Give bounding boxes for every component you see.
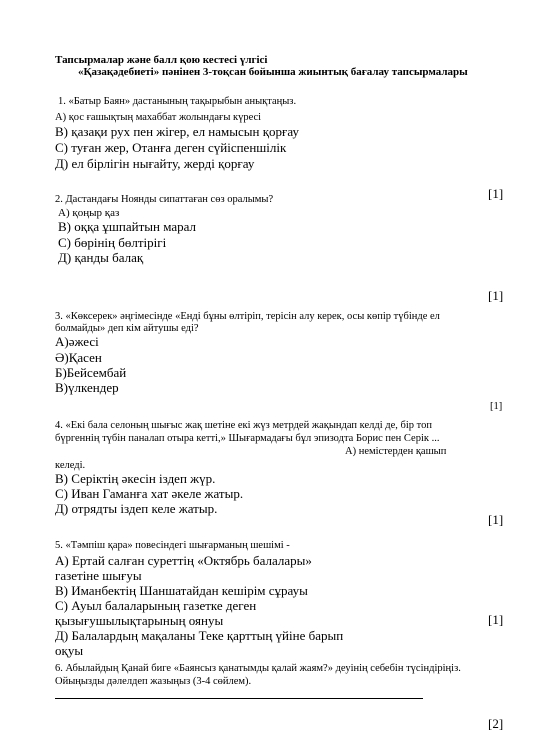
q4-option-a: А) немістерден қашып	[345, 446, 447, 457]
q2-option-a: А) қоңыр қаз	[58, 207, 120, 219]
question-4-line-2: бүргеннің түбін паналап отыра кетті,» Шығармадағы бұл эпизодта Борис пен Серік ...	[55, 433, 440, 444]
q2-score: [1]	[488, 186, 504, 201]
answer-line[interactable]	[55, 698, 423, 699]
question-4-line-1: 4. «Екі бала селоның шығыс жақ шетіне екі жүз метрдей жақындап келді де, бір топ	[55, 420, 432, 431]
q5-option-c-1: С) Ауыл балаларының газетке деген	[55, 598, 257, 613]
q1-option-c: С) туған жер, Отанға деген сүйіспеншілік	[55, 140, 287, 155]
q5-option-a-2: газетіне шығуы	[55, 568, 142, 583]
q1-option-a: А) қос ғашықтың махаббат жолындағы күресі	[55, 112, 262, 123]
q2-option-b: В) оққа ұшпайтын марал	[58, 219, 196, 234]
q1-option-d: Д) ел бірлігін нығайту, жерді қорғау	[55, 156, 255, 171]
q5-option-a-1: А) Ертай салған суреттің «Октябрь балалары»	[55, 553, 312, 568]
q4-score: [1]	[488, 512, 504, 527]
header-line-1: Тапсырмалар және балл қою кестесі үлгісі	[55, 54, 268, 66]
question-3-line-2: болмайды» деп кім айтушы еді?	[55, 323, 199, 334]
q5-option-b: В) Иманбектің Шаншатайдан кешірім сұрауы	[55, 583, 308, 598]
q1-option-b: В) қазақи рух пен жігер, ел намысын қорғау	[55, 124, 299, 139]
q3-option-a: А)әжесі	[55, 334, 99, 349]
q5-option-d-2: оқуы	[55, 643, 84, 658]
question-1-text: 1. «Батыр Баян» дастанының тақырыбын анықтаңыз.	[58, 96, 297, 107]
question-6-line-1: 6. Абылайдың Қанай биге «Баянсыз қанатымды қалай жаям?» деуінің себебін түсіндіріңіз.	[55, 663, 461, 674]
header-line-2: «Қазақәдебиеті» пәнінен 3-тоқсан бойынша жиынтық бағалау тапсырмалары	[78, 66, 468, 78]
q5-option-d-1: Д) Балалардың мақаланы Теке қарттың үйіне барып	[55, 628, 344, 643]
q3-score: [1]	[490, 401, 503, 412]
q3-option-c: Б)Бейсембай	[55, 365, 127, 380]
question-5-text: 5. «Тәмпіш қара» повесіндегі шығарманың шешімі -	[55, 540, 290, 551]
q6-score: [2]	[488, 716, 504, 731]
q4-option-c: С) Иван Гаманға хат әкеле жатыр.	[55, 486, 244, 501]
q2-option-d: Д) қанды балақ	[58, 250, 144, 265]
q3-option-d: В)үлкендер	[55, 380, 119, 395]
q2-option-c: С) бөрінің бөлтірігі	[58, 235, 167, 250]
q4-option-a-cont: келеді.	[55, 460, 86, 471]
q4-option-d: Д) отрядты іздеп келе жатыр.	[55, 501, 218, 516]
q2-score-2: [1]	[488, 288, 504, 303]
q4-option-b: В) Серіктің әкесін іздеп жүр.	[55, 471, 216, 486]
question-2-text: 2. Дастандағы Ноянды сипаттаған сөз оралымы?	[55, 194, 274, 205]
question-3-line-1: 3. «Көксерек» әңгімесінде «Енді бұны өлтіріп, терісін алу керек, осы көпір түбінде ел	[55, 311, 440, 322]
q5-score: [1]	[488, 612, 504, 627]
question-6-line-2: Ойыңызды дәлелдеп жазыңыз (3-4 сөйлем).	[55, 676, 252, 687]
q3-option-b: Ә)Қасен	[55, 350, 102, 365]
q5-option-c-2: қызығушылықтарының оянуы	[55, 613, 224, 628]
